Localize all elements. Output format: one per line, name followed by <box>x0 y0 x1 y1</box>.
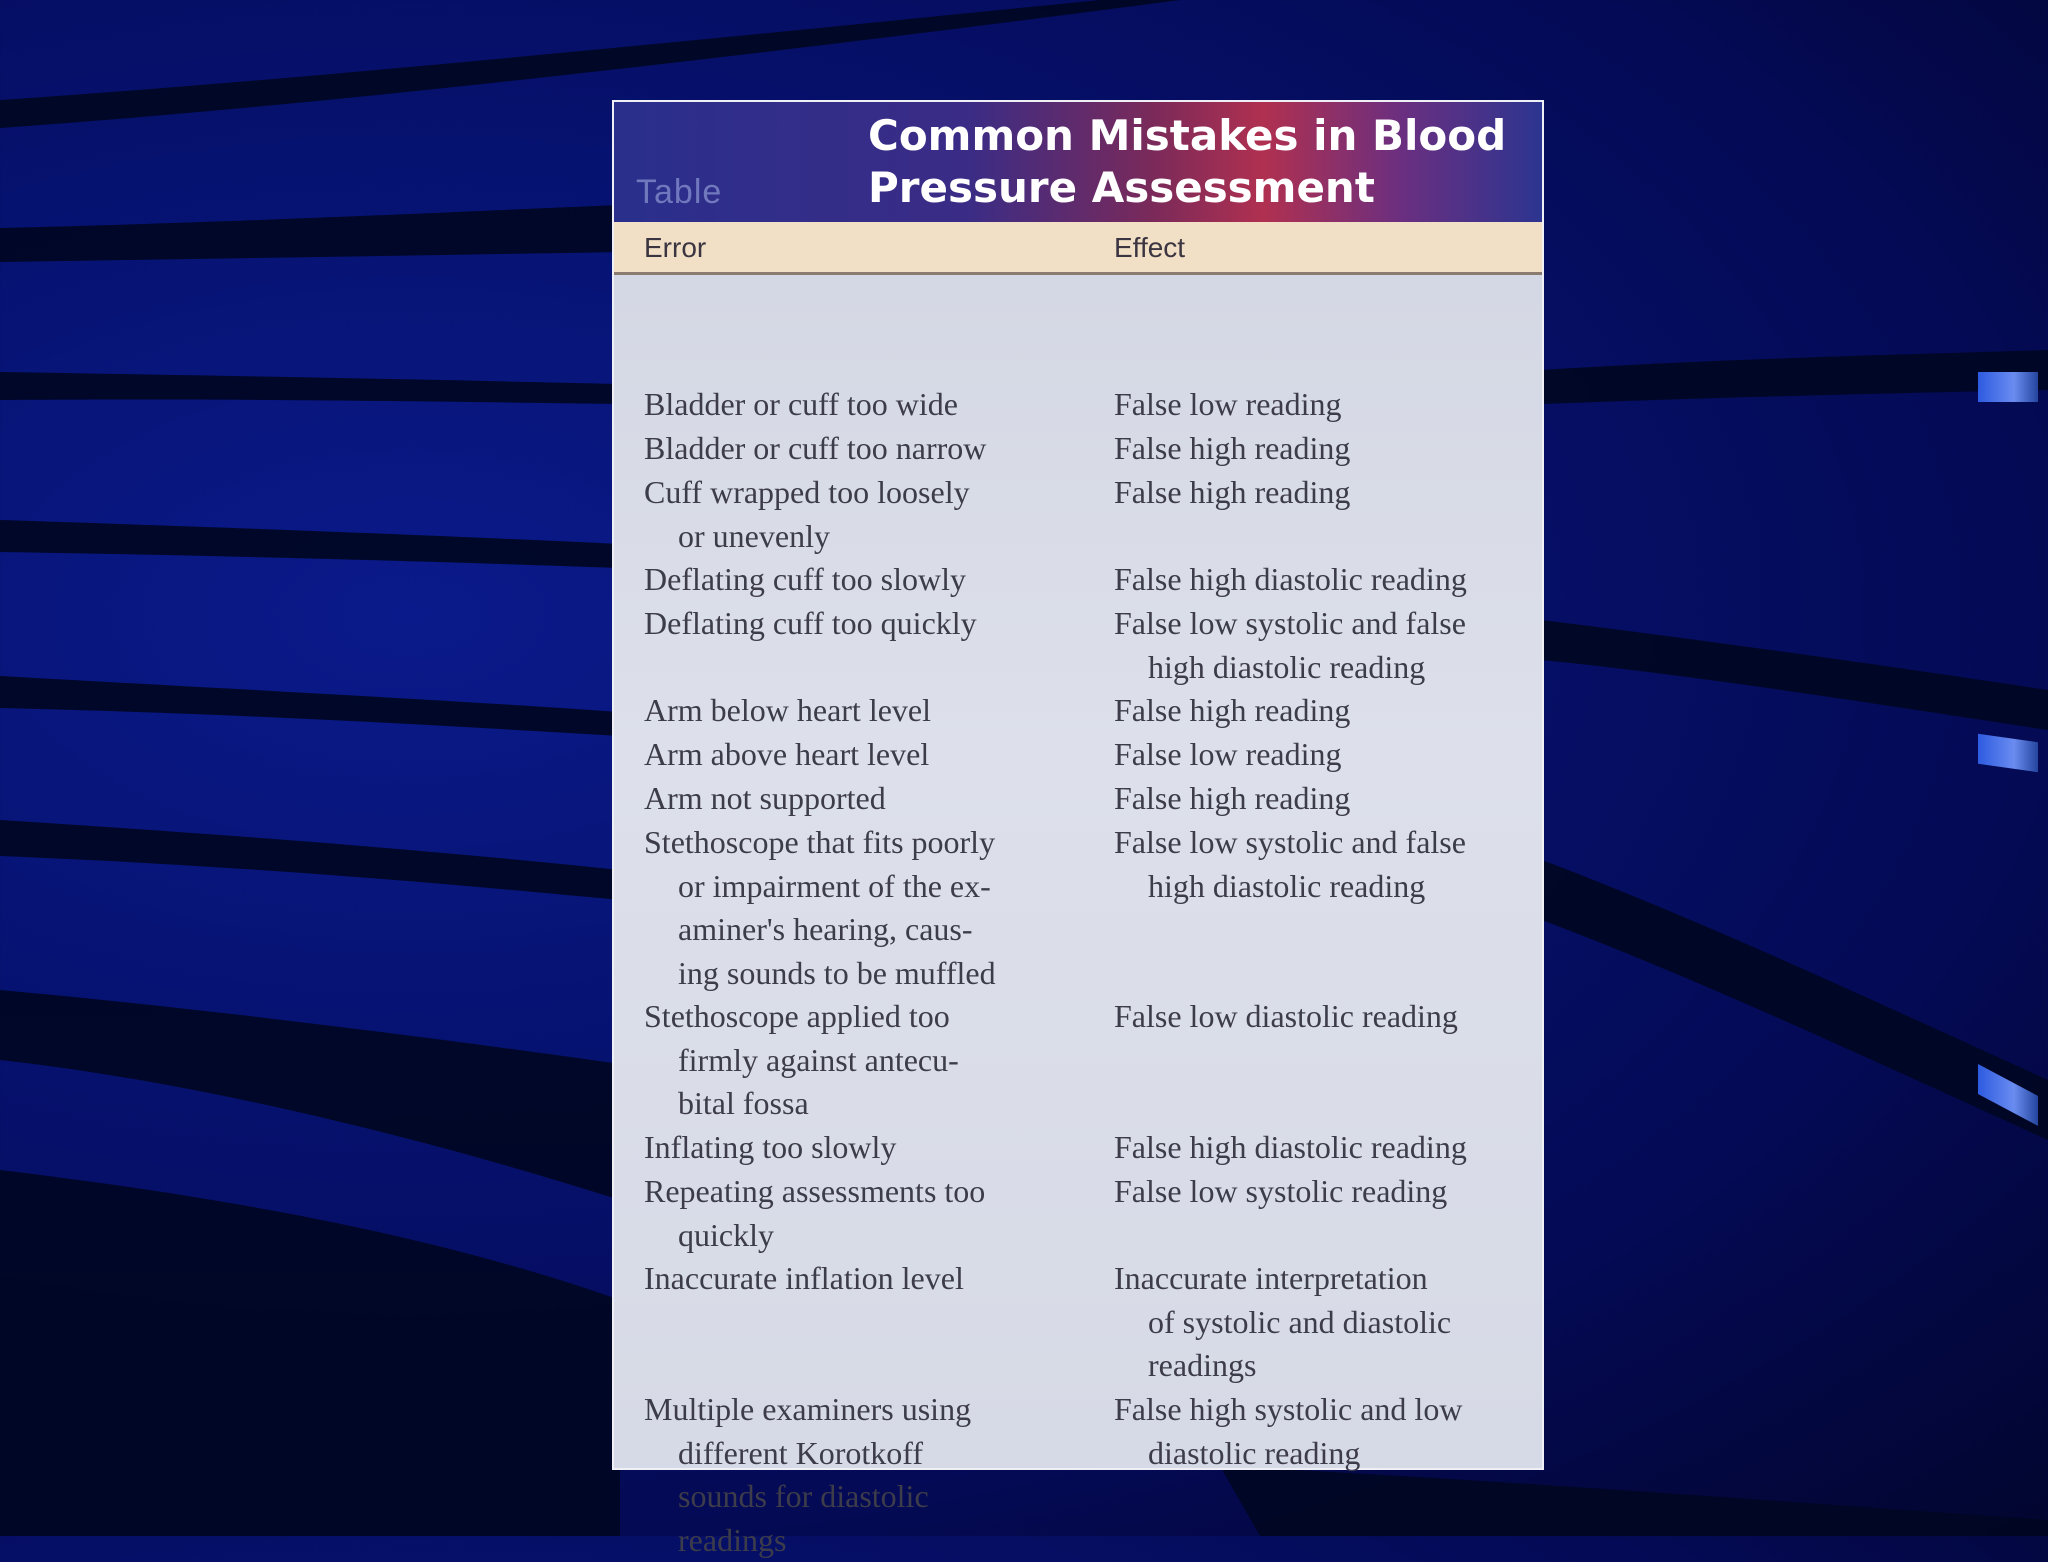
error-cell: Inflating too slowly <box>644 1129 897 1165</box>
accent-bar-1 <box>1978 372 2038 402</box>
table-title <box>868 110 1528 214</box>
effect-cell: False high reading <box>1114 780 1351 816</box>
error-cell: Multiple examiners using different Korotkoff sounds for diastolic readings <box>644 1391 972 1558</box>
table-body <box>614 275 1542 1558</box>
error-cell: Inaccurate inflation level <box>644 1260 964 1296</box>
error-cell: Stethoscope applied too firmly against antecu- bital fossa <box>644 998 959 1122</box>
error-cell: Bladder or cuff too wide <box>644 386 958 422</box>
effect-cell: False high reading <box>1114 430 1351 466</box>
effect-cell: False low systolic reading <box>1114 1173 1448 1209</box>
table-title-line-1: Common Mistakes in Blood <box>868 111 1507 160</box>
error-cell: Arm below heart level <box>644 692 931 728</box>
effect-cell: False low reading <box>1114 386 1342 422</box>
effect-cell: False low systolic and false high diastolic reading <box>1114 605 1466 685</box>
error-cell: Cuff wrapped too loosely or unevenly <box>644 474 970 554</box>
table-label: Table <box>636 173 723 211</box>
table-title-line-2: Pressure Assessment <box>868 163 1375 212</box>
error-cell: Arm not supported <box>644 780 886 816</box>
effect-cell: False high reading <box>1114 692 1351 728</box>
column-header-row <box>614 222 1542 275</box>
effect-cell: False low diastolic reading <box>1114 998 1458 1034</box>
error-cell: Bladder or cuff too narrow <box>644 430 987 466</box>
error-cell: Repeating assessments too quickly <box>644 1173 986 1253</box>
effect-cell: Inaccurate interpretation of systolic and diastolic readings <box>1114 1260 1452 1384</box>
blood-pressure-table-image <box>614 102 1542 1558</box>
error-cell: Stethoscope that fits poorly or impairment of the ex- aminer's hearing, caus- ing sounds to be muffled <box>644 824 996 991</box>
effect-cell: False high systolic and low diastolic reading <box>1114 1391 1463 1471</box>
effect-cell: False high diastolic reading <box>1114 561 1467 597</box>
effect-cell: False low systolic and false high diastolic reading <box>1114 824 1466 904</box>
effect-cell: False high diastolic reading <box>1114 1129 1467 1165</box>
table-header-band <box>614 102 1542 222</box>
effect-cell: False high reading <box>1114 474 1351 510</box>
column-header-effect: Effect <box>1114 232 1186 263</box>
error-cell: Deflating cuff too slowly <box>644 561 967 597</box>
effect-cell: False low reading <box>1114 736 1342 772</box>
error-cell: Deflating cuff too quickly <box>644 605 977 641</box>
error-cell: Arm above heart level <box>644 736 930 772</box>
column-header-error: Error <box>644 232 707 263</box>
